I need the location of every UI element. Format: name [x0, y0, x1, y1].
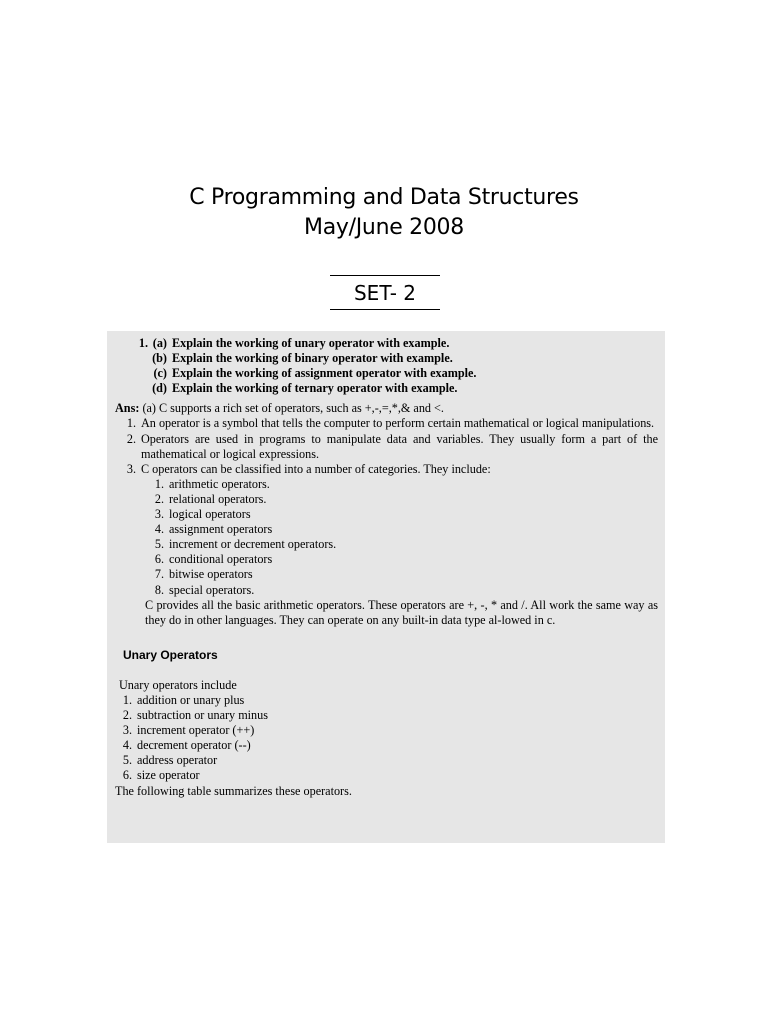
question-part	[115, 381, 658, 396]
category-item: 7. bitwise operators	[154, 567, 253, 582]
answer-point: 2. Operators are used in programs to manipulate data and variables. They usually form a part of the mathematical or logical expressions.	[126, 431, 658, 461]
part-text: Explain the working of unary operator with example.	[172, 336, 450, 350]
part-text: Explain the working of ternary operator with example.	[172, 381, 458, 396]
list-item: 1. addition or unary plus	[122, 692, 245, 707]
set-bottom-rule	[330, 309, 440, 310]
set-label: SET- 2	[353, 281, 416, 305]
question-part	[115, 336, 658, 351]
summary-text: The following table summarizes these operators.	[115, 783, 352, 798]
category-item: 8. special operators.	[154, 582, 255, 597]
list-item: 3. increment operator (++)	[122, 723, 255, 738]
section-heading: Unary Operators	[123, 647, 218, 662]
list-item: 5. address operator	[122, 753, 218, 768]
question-block	[115, 336, 658, 396]
list-item: 2. subtraction or unary minus	[122, 708, 268, 723]
category-item: 3. logical operators	[154, 507, 251, 522]
content-body	[115, 336, 658, 799]
part-label: (a)	[152, 336, 167, 350]
set-header	[330, 275, 440, 310]
answer-point: 1. An operator is a symbol that tells the computer to perform certain mathematical or logical manipulations.	[126, 416, 655, 431]
question-part	[115, 366, 658, 381]
category-item: 2. relational operators.	[154, 491, 267, 506]
document-title	[0, 183, 768, 243]
part-text: Explain the working of assignment operator with example.	[172, 366, 477, 381]
title-line-2: May/June 2008	[304, 215, 464, 240]
unary-intro: Unary operators include	[119, 677, 237, 692]
answer-point: 3. C operators can be classified into a number of categories. They include:	[126, 461, 491, 476]
set-top-rule	[330, 275, 440, 276]
answer-prefix: Ans:	[115, 401, 140, 416]
part-label: (c)	[153, 366, 167, 381]
category-item: 1. arithmetic operators.	[154, 476, 270, 491]
part-text: Explain the working of binary operator with example.	[172, 351, 453, 366]
category-list	[115, 477, 658, 598]
category-item: 4. assignment operators	[154, 522, 273, 537]
question-part	[115, 351, 658, 366]
list-item: 6. size operator	[122, 768, 200, 783]
category-item: 6. conditional operators	[154, 552, 273, 567]
question-number: 1.	[138, 336, 148, 350]
title-line-1: C Programming and Data Structures	[189, 185, 579, 210]
part-label: (b)	[152, 351, 167, 366]
arithmetic-paragraph: C provides all the basic arithmetic operators. These operators are +, -, * and /. All work the same way as they do in other languages. They can operate on any built-in data type al-lowed in c.	[145, 597, 658, 627]
list-item: 4. decrement operator (--)	[122, 738, 251, 753]
answer-intro	[115, 401, 658, 416]
answer-intro-text: (a) C supports a rich set of operators, such as +,-,=,*,& and <.	[142, 401, 444, 416]
category-item: 5. increment or decrement operators.	[154, 537, 337, 552]
unary-list	[115, 693, 658, 784]
part-label: (d)	[152, 381, 167, 396]
